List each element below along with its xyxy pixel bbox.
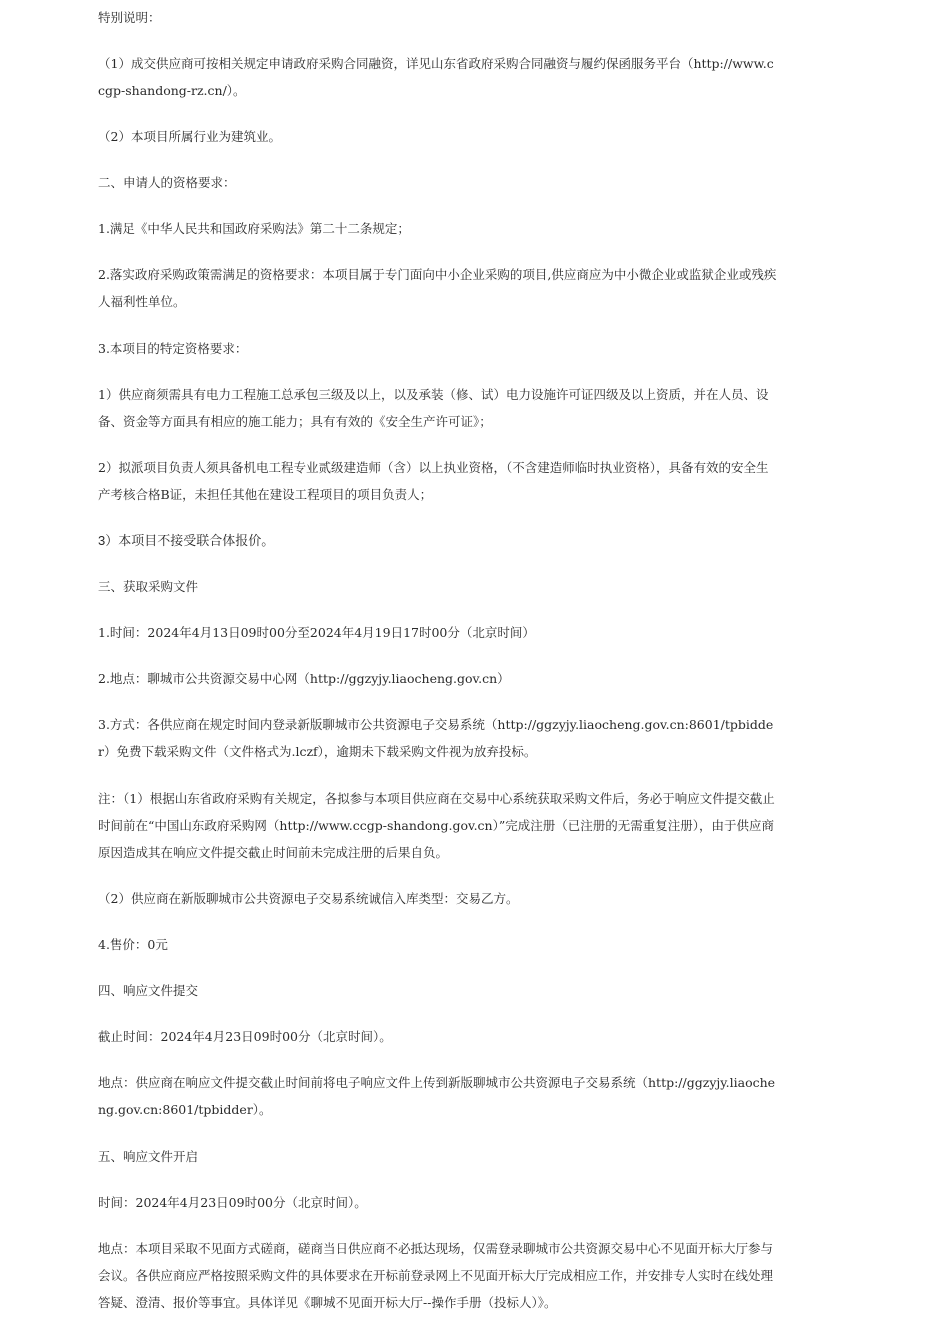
section-2-heading: 二、申请人的资格要求： <box>98 175 236 190</box>
qualification-2: 2.落实政府采购政策需满足的资格要求：本项目属于专门面向中小企业采购的项目,供应商应为中小微企业或监狱企业或残疾人福利性单位。 <box>98 267 777 309</box>
note-financing: （1）成交供应商可按相关规定申请政府采购合同融资，详见山东省政府采购合同融资与履约保函服务平台（http://www.ccgp-shandong-rz.cn/）。 <box>98 56 774 98</box>
acquire-location: 2.地点：聊城市公共资源交易中心网（http://ggzyjy.liaocheng.gov.cn） <box>98 671 510 686</box>
submission-location: 地点：供应商在响应文件提交截止时间前将电子响应文件上传到新版聊城市公共资源电子交易系统（http://ggzyjy.liaocheng.gov.cn:8601/tpbidder）。 <box>98 1075 776 1117</box>
acquire-time: 1.时间：2024年4月13日09时00分至2024年4月19日17时00分（北京时间） <box>98 625 535 640</box>
section-5-heading: 五、响应文件开启 <box>98 1149 199 1164</box>
section-4-heading: 四、响应文件提交 <box>98 983 199 998</box>
opening-time: 时间：2024年4月23日09时00分（北京时间）。 <box>98 1195 367 1210</box>
qualification-1: 1.满足《中华人民共和国政府采购法》第二十二条规定； <box>98 221 410 236</box>
credit-type-note: （2）供应商在新版聊城市公共资源电子交易系统诚信入库类型：交易乙方。 <box>98 891 519 906</box>
specific-requirement-3: 3）本项目不接受联合体报价。 <box>98 533 275 548</box>
specific-requirement-1: 1）供应商须需具有电力工程施工总承包三级及以上，以及承装（修、试）电力设施许可证四级及以上资质，并在人员、设备、资金等方面具有相应的施工能力；具有有效的《安全生产许可证》； <box>98 387 769 429</box>
submission-deadline: 截止时间：2024年4月23日09时00分（北京时间）。 <box>98 1029 392 1044</box>
acquire-method: 3.方式：各供应商在规定时间内登录新版聊城市公共资源电子交易系统（http://ggzyjy.liaocheng.gov.cn:8601/tpbidder）免费下载采购文件（文件格式为.lczf），逾期未下载采购文件视为放弃投标。 <box>98 717 774 759</box>
specific-requirement-2: 2）拟派项目负责人须具备机电工程专业贰级建造师（含）以上执业资格，（不含建造师临时执业资格），具备有效的安全生产考核合格B证，未担任其他在建设工程项目的项目负责人； <box>98 460 769 502</box>
section-3-heading: 三、获取采购文件 <box>98 579 199 594</box>
opening-location: 地点：本项目采取不见面方式磋商，磋商当日供应商不必抵达现场，仅需登录聊城市公共资源交易中心不见面开标大厅参与会议。各供应商应严格按照采购文件的具体要求在开标前登录网上不见面开标大厅完成相应工作，并安排专人实时在线处理答疑、澄清、报价等事宜。具体详见《聊城不见面开标大厅--操作手册（投标人）》。 <box>98 1241 774 1310</box>
qualification-3-heading: 3.本项目的特定资格要求： <box>98 341 248 356</box>
registration-note: 注：（1）根据山东省政府采购有关规定，各拟参与本项目供应商在交易中心系统获取采购文件后，务必于响应文件提交截止时间前在“中国山东政府采购网（http://www.ccgp-shandong.gov.cn）”完成注册（已注册的无需重复注册），由于供应商原因造成其在响应文件提交截止时间前未完成注册的后果自负。 <box>98 791 775 860</box>
note-industry: （2）本项目所属行业为建筑业。 <box>98 129 281 144</box>
special-note-heading: 特别说明： <box>98 10 161 25</box>
price: 4.售价：0元 <box>98 937 168 952</box>
